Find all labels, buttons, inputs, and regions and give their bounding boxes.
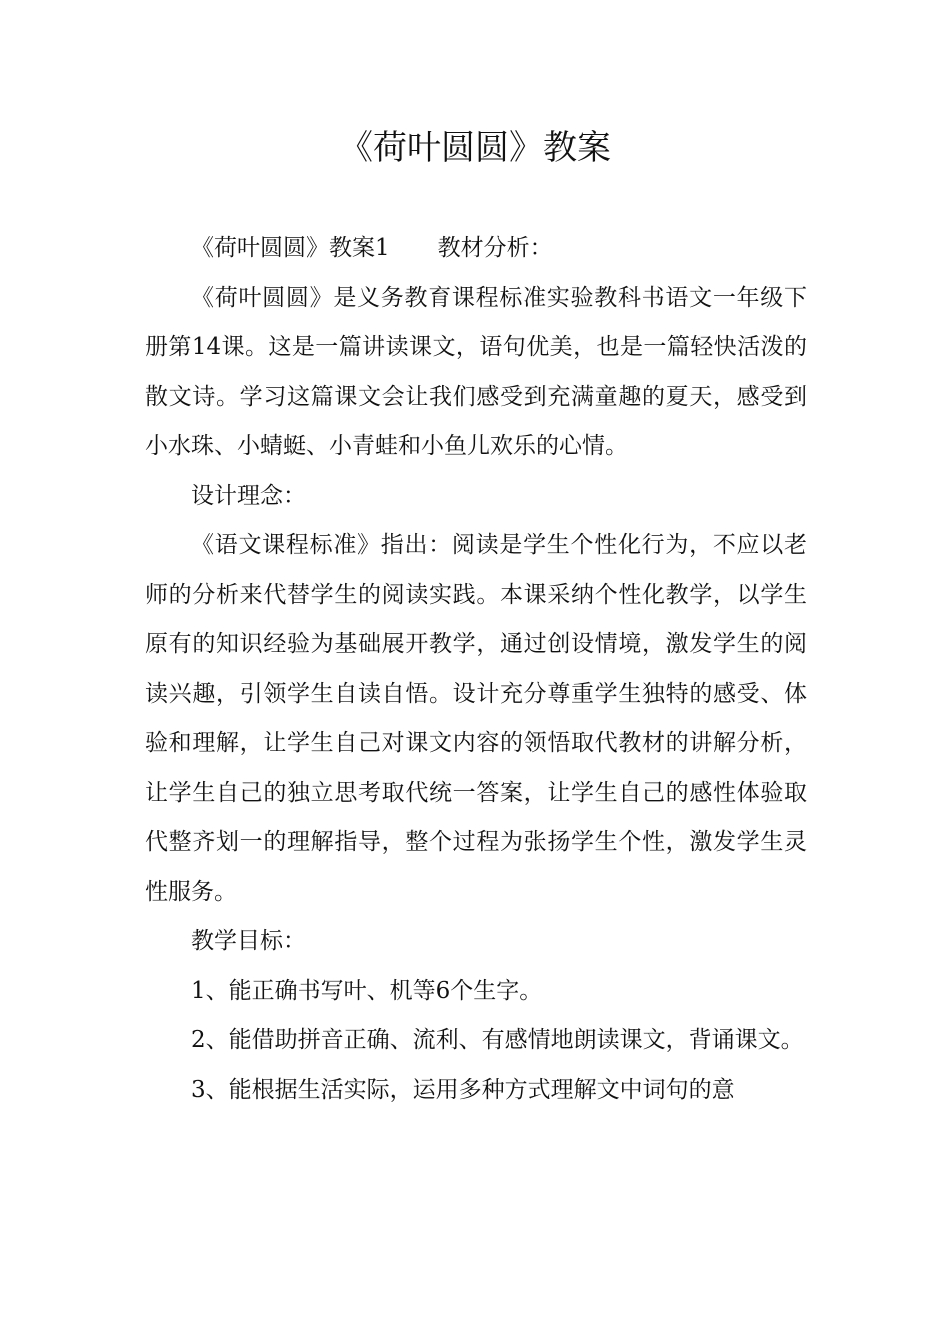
paragraph-analysis: 《荷叶圆圆》是义务教育课程标准实验教科书语文一年级下册第14课。这是一篇讲读课文，语句优美，也是一篇轻快活泼的散文诗。学习这篇课文会让我们感受到充满童趣的夏天，感受到小水珠、小蜻蜓、小青蛙和小鱼儿欢乐的心情。 — [145, 284, 807, 459]
section-heading-design: 设计理念： — [191, 482, 306, 509]
intro-label: 《荷叶圆圆》教案1 — [191, 235, 390, 261]
section-heading-analysis: 教材分析： — [437, 235, 553, 261]
goal-item-2: 2、能借助拼音正确、流利、有感情地朗读课文，背诵课文。 — [191, 1027, 804, 1053]
document-body — [145, 224, 807, 1115]
section-heading-goals: 教学目标： — [191, 928, 306, 954]
paragraph-design: 《语文课程标准》指出：阅读是学生个性化行为，不应以老师的分析来代替学生的阅读实践。本课采纳个性化教学，以学生原有的知识经验为基础展开教学，通过创设情境，激发学生的阅读兴趣，引领学生自读自悟。设计充分尊重学生独特的感受、体验和理解，让学生自己对课文内容的领悟取代教材的讲解分析，让学生自己的独立思考取代统一答案，让学生自己的感性体验取代整齐划一的理解指导，整个过程为张扬学生个性，激发学生灵性服务。 — [145, 532, 807, 905]
goal-item-3: 3、能根据生活实际，运用多种方式理解文中词句的意 — [191, 1076, 735, 1103]
page-title: 《荷叶圆圆》教案 — [339, 128, 611, 168]
intro-line — [145, 224, 807, 274]
goal-item-1: 1、能正确书写叶、机等6个生字。 — [191, 977, 543, 1004]
